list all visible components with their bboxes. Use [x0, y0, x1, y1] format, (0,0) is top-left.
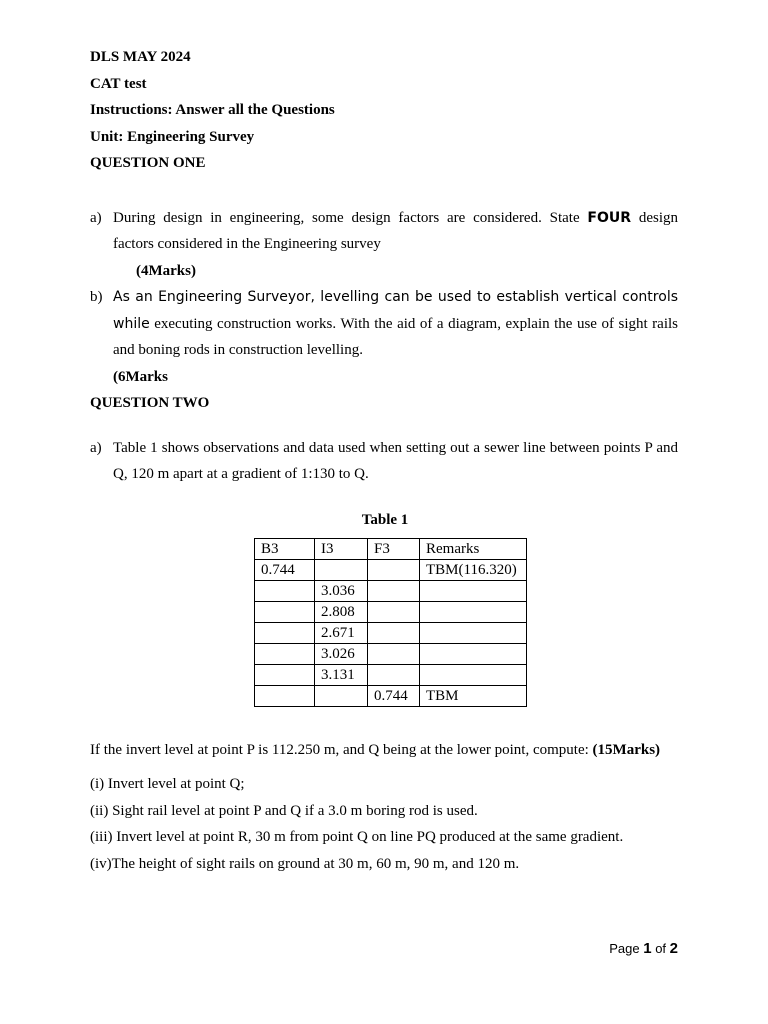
- question-one-a: [90, 205, 678, 258]
- header-cell: B3: [255, 538, 315, 559]
- table-cell: [368, 601, 420, 622]
- table-cell: [315, 685, 368, 706]
- question-one-b: [90, 284, 678, 364]
- table-cell: [368, 622, 420, 643]
- test-type: CAT test: [90, 75, 147, 92]
- table-cell: 3.026: [315, 643, 368, 664]
- table-cell: [315, 559, 368, 580]
- page-current: 1: [643, 940, 652, 957]
- compute-marks: (15Marks): [592, 741, 661, 758]
- marks-a: (4Marks): [136, 262, 196, 279]
- table-cell: TBM: [420, 685, 527, 706]
- table-cell: [255, 580, 315, 601]
- list-item: (iv)The height of sight rails on ground at 30 m, 60 m, 90 m, and 120 m.: [90, 855, 520, 872]
- header-cell: Remarks: [420, 538, 527, 559]
- list-item: (i) Invert level at point Q;: [90, 776, 245, 792]
- text-serif: executing construction works. With the aid of a diagram, explain the use of sight rails and boning rods in construction levelling.: [113, 315, 678, 358]
- item-label: b): [90, 289, 103, 305]
- header-cell: I3: [315, 538, 368, 559]
- table-cell: [420, 664, 527, 685]
- table-row: [255, 580, 527, 601]
- unit-title: Unit: Engineering Survey: [90, 128, 255, 145]
- table-cell: [255, 664, 315, 685]
- question-one-title: QUESTION ONE: [90, 155, 206, 171]
- table-cell: [368, 580, 420, 601]
- table-cell: 0.744: [255, 559, 315, 580]
- table-cell: [255, 601, 315, 622]
- table-cell: [368, 643, 420, 664]
- item-text: Table 1 shows observations and data used when setting out a sewer line between points P and Q, 120 m apart at a gradient of 1:130 to Q.: [113, 439, 678, 482]
- table-cell: [368, 664, 420, 685]
- table-row: [255, 622, 527, 643]
- table-cell: 3.036: [315, 580, 368, 601]
- document-page: [90, 44, 678, 877]
- table-cell: [420, 622, 527, 643]
- marks-b: (6Marks: [113, 368, 168, 385]
- table-row: [255, 664, 527, 685]
- text-before: During design in engineering, some design factors are considered. State: [113, 209, 588, 226]
- page-total: 2: [669, 940, 678, 957]
- header-cell: F3: [368, 538, 420, 559]
- list-item: (iii) Invert level at point R, 30 m from point Q on line PQ produced at the same gradient.: [90, 829, 624, 845]
- text-after: design factors considered in the Engineering survey: [113, 209, 678, 252]
- instructions: Instructions: Answer all the Questions: [90, 102, 335, 118]
- table-cell: TBM(116.320): [420, 559, 527, 580]
- question-two-a: [90, 435, 678, 488]
- table-cell: [255, 622, 315, 643]
- exam-title: DLS MAY 2024: [90, 49, 191, 65]
- table-row: [255, 601, 527, 622]
- sub-question-list: [90, 771, 678, 877]
- table-row: [255, 685, 527, 706]
- table-cell: 2.808: [315, 601, 368, 622]
- table-row: [255, 643, 527, 664]
- table-cell: [420, 580, 527, 601]
- of-word: of: [651, 941, 670, 956]
- page-number-footer: [609, 940, 678, 957]
- table-cell: 3.131: [315, 664, 368, 685]
- emphasis-four: FOUR: [587, 209, 632, 226]
- item-text: [113, 205, 678, 258]
- spacer: [90, 177, 678, 205]
- table-cell: 0.744: [368, 685, 420, 706]
- table-cell: [420, 601, 527, 622]
- text-sans: As an Engineering Surveyor, levelling can be used to establish vertical controls while: [113, 289, 678, 332]
- observation-table: [254, 538, 527, 707]
- item-label: a): [90, 439, 102, 456]
- compute-text: If the invert level at point P is 112.250 m, and Q being at the lower point, compute:: [90, 741, 593, 758]
- table-row: [255, 559, 527, 580]
- table-cell: [255, 685, 315, 706]
- item-text: [113, 284, 678, 364]
- table-cell: [255, 643, 315, 664]
- question-two-title: QUESTION TWO: [90, 395, 210, 411]
- item-label: a): [90, 209, 102, 226]
- table-cell: [368, 559, 420, 580]
- table-cell: 2.671: [315, 622, 368, 643]
- list-item: (ii) Sight rail level at point P and Q if a 3.0 m boring rod is used.: [90, 802, 478, 819]
- table-cell: [420, 643, 527, 664]
- table-header-row: [255, 538, 527, 559]
- page-word: Page: [609, 941, 644, 956]
- table-caption: Table 1: [361, 511, 409, 528]
- compute-instruction: [90, 737, 678, 764]
